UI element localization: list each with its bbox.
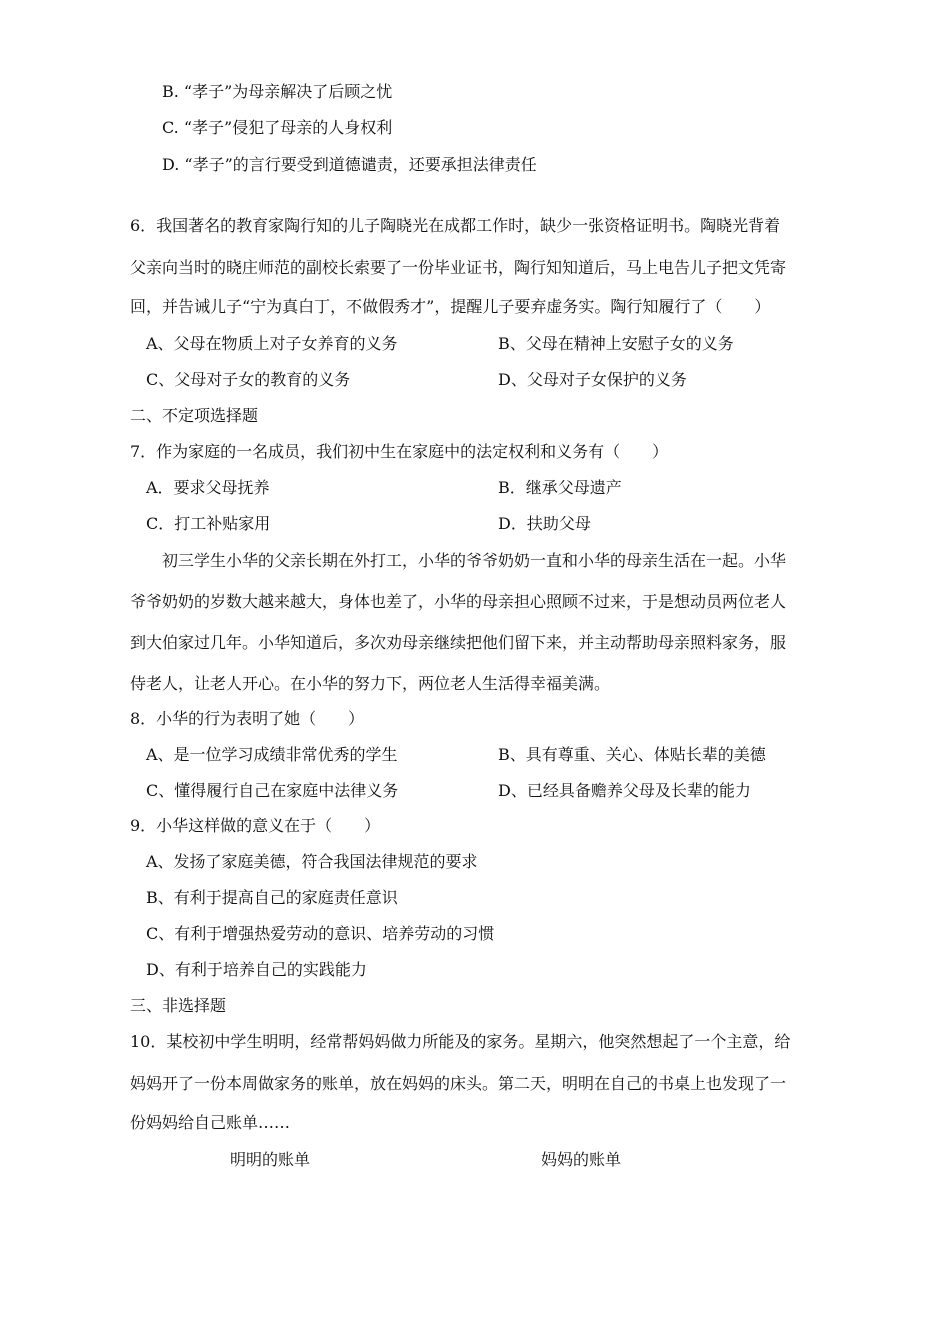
q9-option-b: B、有利于提高自己的家庭责任意识: [146, 888, 398, 907]
q6-option-c: C、父母对子女的教育的义务: [146, 370, 351, 389]
q9-option-a: A、发扬了家庭美德，符合我国法律规范的要求: [146, 852, 478, 871]
q7-option-c: C．打工补贴家用: [146, 514, 271, 533]
passage-line-4: 侍老人，让老人开心。在小华的努力下，两位老人生活得幸福美满。: [130, 674, 611, 693]
q10-stem-line-2: 妈妈开了一份本周做家务的账单，放在妈妈的床头。第二天，明明在自己的书桌上也发现了一: [130, 1074, 787, 1093]
q8-option-a: A、是一位学习成绩非常优秀的学生: [146, 745, 398, 764]
q9-stem: 9．小华这样做的意义在于（ ）: [130, 816, 381, 835]
q8-stem: 8．小华的行为表明了她（ ）: [130, 709, 365, 728]
q9-option-c: C、有利于增强热爱劳动的意识、培养劳动的习惯: [146, 924, 495, 943]
q9-option-d: D、有利于培养自己的实践能力: [146, 960, 367, 979]
q10-stem-line-3: 份妈妈给自己账单……: [130, 1113, 291, 1132]
q7-option-b: B．继承父母遗产: [498, 478, 622, 497]
passage-line-1: 初三学生小华的父亲长期在外打工，小华的爷爷奶奶一直和小华的母亲生活在一起。小华: [162, 551, 787, 570]
q5-option-b: B. “孝子”为母亲解决了后顾之忧: [162, 82, 393, 101]
q10-stem-line-1: 10．某校初中学生明明，经常帮妈妈做力所能及的家务。星期六，他突然想起了一个主意，给: [130, 1032, 791, 1051]
q8-option-d: D、已经具备赡养父母及长辈的能力: [498, 781, 751, 800]
q6-stem-line-3: 回，并告诫儿子“宁为真白丁，不做假秀才”，提醒儿子要弃虚务实。陶行知履行了（ ）: [130, 297, 771, 316]
passage-line-3: 到大伯家过几年。小华知道后，多次劝母亲继续把他们留下来，并主动帮助母亲照料家务，服: [130, 633, 787, 652]
q6-stem-line-2: 父亲向当时的晓庄师范的副校长索要了一份毕业证书，陶行知知道后，马上电告儿子把文凭寄: [130, 258, 787, 277]
section-3-heading: 三、非选择题: [130, 996, 227, 1015]
q8-option-c: C、懂得履行自己在家庭中法律义务: [146, 781, 399, 800]
q6-option-d: D、父母对子女保护的义务: [498, 370, 687, 389]
section-2-heading: 二、不定项选择题: [130, 406, 259, 425]
passage-line-2: 爷爷奶奶的岁数大越来越大，身体也差了，小华的母亲担心照顾不过来，于是想动员两位老人: [130, 592, 787, 611]
q6-stem-line-1: 6．我国著名的教育家陶行知的儿子陶晓光在成都工作时，缺少一张资格证明书。陶晓光背着: [130, 216, 781, 235]
q8-option-b: B、具有尊重、关心、体贴长辈的美德: [498, 745, 766, 764]
mingming-bill-title: 明明的账单: [230, 1150, 311, 1169]
q5-option-c: C. “孝子”侵犯了母亲的人身权利: [162, 118, 393, 137]
mom-bill-title: 妈妈的账单: [541, 1150, 622, 1169]
q7-option-a: A．要求父母抚养: [146, 478, 270, 497]
q6-option-a: A、父母在物质上对子女养育的义务: [146, 334, 398, 353]
q7-stem: 7．作为家庭的一名成员，我们初中生在家庭中的法定权利和义务有（ ）: [130, 442, 669, 461]
q5-option-d: D. “孝子”的言行要受到道德谴责，还要承担法律责任: [162, 155, 537, 174]
q7-option-d: D．扶助父母: [498, 514, 591, 533]
q6-option-b: B、父母在精神上安慰子女的义务: [498, 334, 734, 353]
